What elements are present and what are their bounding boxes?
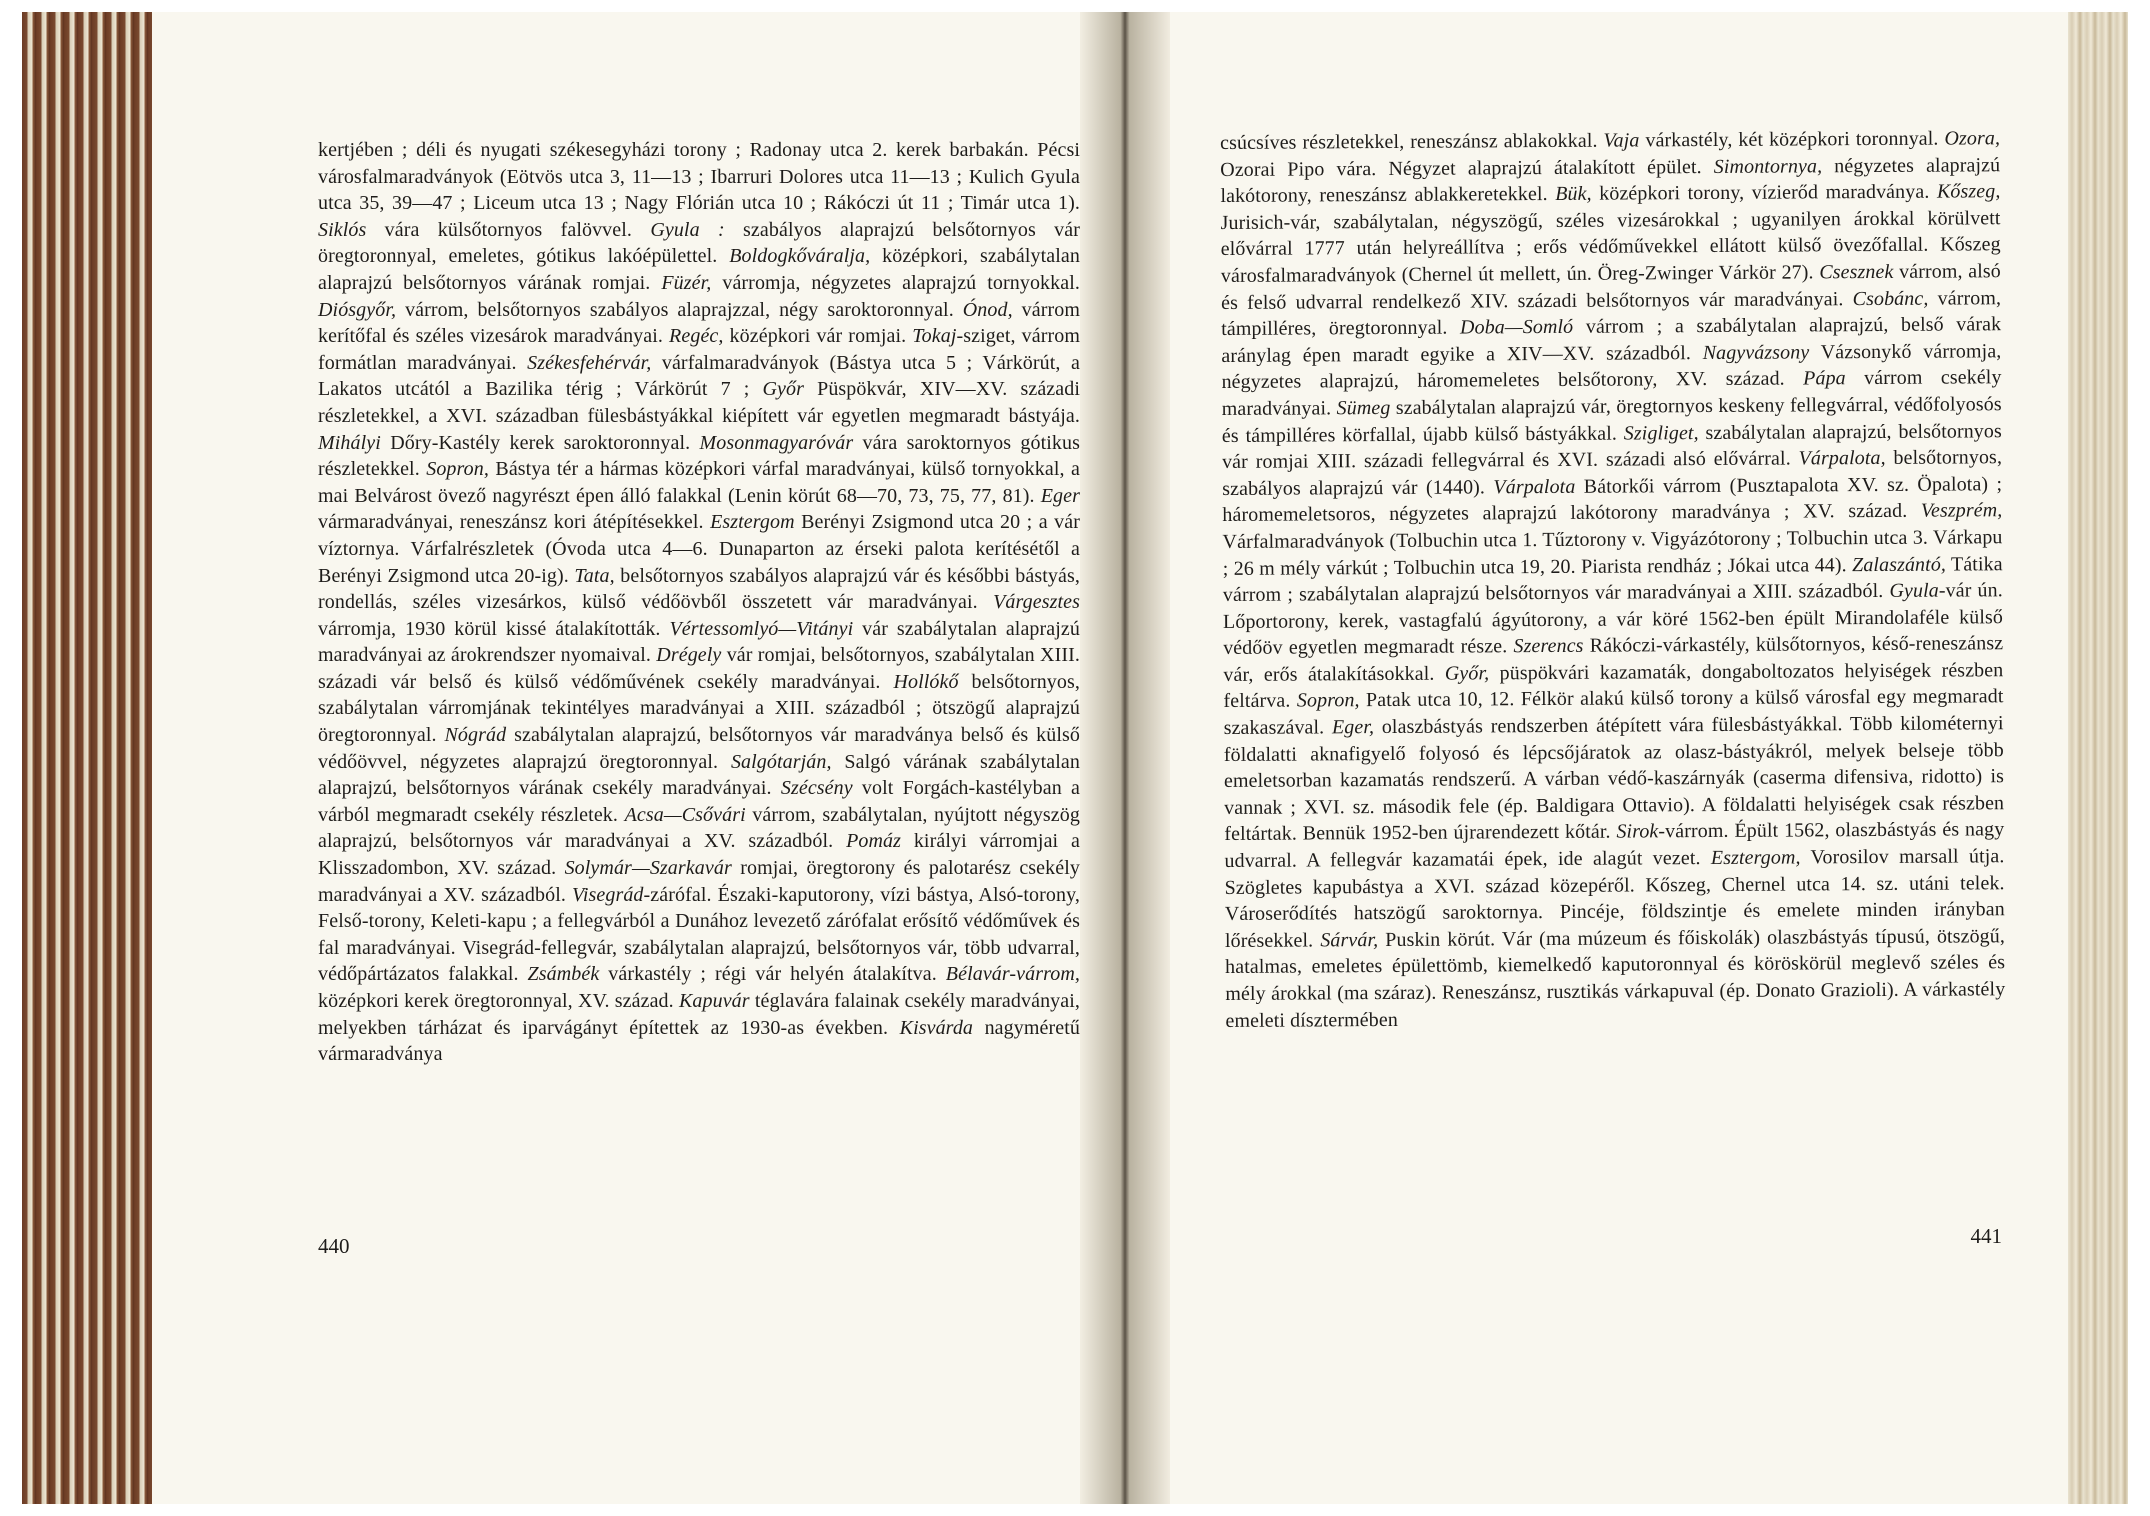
text-run: Vázsonykő várromja, négyzetes alaprajzú, háromemeletes belsőtorony, XV. század.	[1221, 339, 2002, 394]
text-run: várkastély ; régi vár helyén átalakítva.	[599, 963, 946, 986]
place-name: Regéc,	[669, 325, 724, 348]
text-run: vár romjai, belsőtornyos, szabálytalan XIII. századi vár belső és külső védőművének csekély maradványai.	[318, 644, 1080, 693]
place-name: Bük,	[1555, 182, 1592, 206]
text-run: olaszbástyás rendszerben átépített vára fülesbástyákkal. Több kilométernyi földalatti aknafigyelő folyosó és lépcsőjáratok az olasz-bástyákról, melyek belseje több emeletsorban kazamatás rendszerű. A várban védő-kaszárnyák (caserma difensiva, ridotto) is vannak ; XVI. sz. második fele (ép. Baldigara Ottavio). A földalatti helyiségek csak részben feltártak. Bennük 1952-ben újrarendezett kőtár.	[1223, 712, 2005, 846]
place-name: Kőszeg,	[1936, 180, 2001, 203]
right-page-text	[1220, 125, 2006, 1034]
text-run: szabálytalan alaprajzú vár, öregtornyos keskeny fellegvárral, védőfolyosós és támpilléres körfallal, újabb külső bástyákkal.	[1221, 393, 2002, 447]
place-name: Várpalota,	[1798, 447, 1886, 470]
text-run: várromja, négyzetes alaprajzú tornyokkal.	[711, 271, 1080, 294]
text-run: belsőtornyos szabályos alaprajzú vár és későbbi bástyás, rondellás, széles vizesárkos, külső védőövből összetett vár maradványai.	[318, 564, 1080, 614]
place-name: Kisvárda	[899, 1016, 974, 1039]
text-run: szabályos alaprajzú belsőtornyos vár öregtoronnyal, emeletes, gótikus lakóépülettel.	[318, 218, 1080, 268]
place-name: Nógrád	[444, 724, 507, 747]
book-spread	[22, 12, 2128, 1504]
place-name: Csobánc,	[1852, 287, 1929, 310]
place-name: Ozora,	[1944, 127, 2001, 150]
page-edges-left	[22, 12, 152, 1504]
place-name: Székesfehérvár,	[527, 351, 652, 374]
place-name: Győr	[762, 378, 805, 401]
place-name: Acsa—Csővári	[624, 803, 746, 826]
left-page-number: 440	[318, 1234, 350, 1258]
text-run: várrom, támpilléres, öregtoronnyal.	[1221, 286, 2002, 341]
place-name: Sopron,	[1296, 689, 1360, 713]
text-run: romjai, öregtorony és palotarész csekély maradványai a XV. századból.	[318, 857, 1080, 906]
text-run: nagyméretű vármaradványa	[318, 1016, 1080, 1066]
text-run: Bástya tér a hármas középkori várfal maradványai, külső tornyokkal, a mai Belvárost övező nagyrészt épen álló falakkal (Lenin körút 68—70, 73, 75, 77, 81).	[318, 458, 1080, 507]
text-run: Bátorkői várrom (Pusztapalota XV. sz. Öpalota) ; háromemeletsoros, négyzetes alaprajzú lakótorony maradványa ; XV. század.	[1222, 472, 2003, 527]
text-run: vár szabálytalan alaprajzú maradványai az árokrendszer nyomaival.	[318, 617, 1081, 667]
place-name: Veszprém,	[1920, 499, 2003, 523]
text-run: Patak utca 10, 12. Félkör alakú külső torony a külső városfal egy megmaradt szakaszával.	[1223, 685, 2004, 740]
place-name: Vértessomlyó—Vitányi	[669, 617, 854, 640]
text-run: várrom, alsó és felső udvarral rendelkező XIV. századi belsőtornyos vár maradványai.	[1220, 260, 2001, 314]
place-name: Vaja	[1603, 129, 1640, 152]
text-run: -zárófal. Északi-kaputorony, vízi bástya, Alsó-torony, Felső-torony, Keleti-kapu ; a fellegvárból a Dunához levezető zárófalat erősítő védőművek és fal maradványai. Visegrád-fellegvár, szabálytalan alaprajzú, belsőtornyos vár, több udvarral, védőpártázatos falakkal.	[318, 883, 1080, 986]
place-name: Mihályi	[318, 431, 381, 454]
place-name: Gyula	[1889, 579, 1939, 603]
page-edges-right	[2068, 12, 2128, 1504]
place-name: Tokaj	[912, 325, 957, 348]
text-run: várrom, belsőtornyos szabályos alaprajzzal, négy saroktoronnyal.	[396, 298, 963, 321]
text-run: -vár ún. Lőportorony, kerek, vastagfalú ágyútorony, a vár köré 1562-ben épült Mirandolaféle külső védőöv egyetlen megmaradt része.	[1222, 579, 2004, 660]
place-name: Sárvár,	[1320, 928, 1379, 952]
text-run: szabálytalan alaprajzú, belsőtornyos vár maradványa belső és külső védőövvel, négyzetes alaprajzú öregtoronnyal.	[318, 724, 1081, 773]
text-run: várrom kerítőfal és széles vizesárok maradványai.	[318, 298, 1080, 348]
text-run: Tátika várrom ; szabálytalan alaprajzú belsőtornyos vár maradványai a XIII. századból.	[1222, 552, 2003, 607]
text-run: várrom ; a szabálytalan alaprajzú, belső várak aránylag épen maradt egyike a XIV—XV. századból.	[1221, 313, 2002, 367]
place-name: Solymár—Szarkavár	[564, 857, 732, 880]
right-page-number: 441	[1970, 1224, 2002, 1248]
text-run: középkori vár romjai.	[723, 325, 913, 348]
place-name: Füzér,	[661, 271, 712, 294]
text-run: királyi várromjai a Klisszadombon, XV. század.	[318, 830, 1080, 880]
text-run: négyzetes alaprajzú lakótorony, reneszánsz ablakkeretekkel.	[1220, 153, 2001, 208]
place-name: Eger,	[1331, 716, 1375, 739]
place-name: Szigliget,	[1623, 421, 1699, 445]
place-name: Sümeg	[1336, 396, 1391, 420]
text-run: vármaradványai, reneszánsz kori átépítésekkel.	[318, 511, 711, 534]
place-name: Boldogkőváralja,	[729, 245, 871, 268]
text-run: középkori kerek öregtoronnyal, XV. század.	[318, 990, 679, 1012]
place-name: Pomáz	[846, 830, 902, 853]
place-name: Kapuvár	[678, 990, 750, 1012]
text-run: Salgó várának szabálytalan alaprajzú, belsőtornyos várának csekély maradványai.	[318, 750, 1081, 800]
text-run: Dőry-Kastély kerek saroktoronnyal.	[380, 431, 700, 454]
place-name: Drégely	[656, 644, 722, 667]
place-name: Esztergom,	[1710, 846, 1801, 870]
text-run: téglavára falainak csekély maradványai, melyekben tárházat és iparvágányt építettek az 1930-as években.	[318, 990, 1080, 1039]
text-run: várromja, 1930 körül kissé átalakították.	[318, 617, 670, 640]
text-run: szabálytalan alaprajzú, belsőtornyos vár romjai XIII. századi fellegvárral és XVI. századi alsó elővárral.	[1221, 419, 2002, 474]
place-name: Salgótarján,	[730, 750, 832, 773]
place-name: Mosonmagyaróvár	[699, 431, 854, 454]
text-run: várkastély, két középkori toronnyal.	[1639, 127, 1945, 152]
text-run: püspökvári kazamaták, dongaboltozatos helyiségek részben feltárva.	[1223, 659, 2004, 713]
place-name: Sirok	[1616, 820, 1659, 844]
text-run: vára saroktornyos gótikus részletekkel.	[318, 431, 1080, 481]
text-run: Ozorai Pipo vára. Négyzet alaprajzú átalakított épület.	[1220, 155, 1714, 181]
text-run: volt Forgách-kastélyban a várból megmaradt csekély részletek.	[318, 777, 1080, 826]
text-run: belsőtornyos, szabálytalan várromjának tekintélyes maradványai a XIII. századból ; ötszögű alaprajzú öregtoronnyal.	[318, 670, 1080, 747]
place-name: Tata,	[574, 564, 615, 587]
place-name: Nagyvázsony	[1702, 341, 1810, 364]
text-run: középkori, szabálytalan alaprajzú belsőtornyos várának romjai.	[318, 245, 1080, 294]
place-name: Visegrád	[572, 883, 644, 906]
place-name: Simontornya,	[1713, 154, 1823, 178]
text-run: Berényi Zsigmond utca 20 ; a vár víztornya. Várfalrészletek (Óvoda utca 4—6. Dunaparton az érseki palota kerítésétől a Berényi Zsigmond utca 20-ig).	[318, 511, 1080, 587]
place-name: Gyula :	[650, 218, 725, 241]
right-page	[1170, 12, 2068, 1504]
text-run: Vorosilov marsall útja. Szögletes kapubástya a XVI. század közepéről. Kőszeg, Chernel utca 14. sz. utáni telek. Városerődítés hatszögű saroktornya. Pincéje, földszintje és emelete minden irányban lőrésekkel.	[1224, 845, 2005, 952]
place-name: Csesznek	[1819, 260, 1894, 284]
place-name: Siklós	[318, 218, 367, 241]
text-run: várrom csekély maradványai.	[1221, 366, 2002, 420]
place-name: Győr,	[1444, 662, 1490, 685]
place-name: Szerencs	[1513, 635, 1584, 658]
text-run: középkori torony, vízierőd maradványa.	[1591, 180, 1937, 205]
place-name: Ónod,	[962, 298, 1013, 321]
place-name: Várgesztes	[993, 591, 1080, 614]
text-run: -várrom. Épült 1562, olaszbástyás és nagy udvarral. A fellegvár kazamatái épek, ide alagút vezet.	[1224, 818, 2005, 873]
place-name: Szécsény	[780, 777, 853, 800]
right-paragraph	[1220, 125, 2006, 1034]
text-run: Várfalmaradványok (Tolbuchin utca 1. Tűztorony v. Vigyázótorony ; Tolbuchin utca 3. Várkapu ; 26 m mély várkút ; Tolbuchin utca 19, 20. Piarista rendház ; Jókai utca 44).	[1222, 526, 2003, 580]
text-run: várfalmaradványok (Bástya utca 5 ; Várkörút, a Lakatos utcától a Bazilika térig ; Várkörút 7 ;	[318, 351, 1080, 401]
place-name: Diósgyőr,	[318, 298, 397, 321]
left-paragraph	[318, 137, 1080, 1068]
left-page	[152, 12, 1080, 1504]
text-run: -sziget, várrom formátlan maradványai.	[318, 325, 1080, 374]
text-run: Puskin körút. Vár (ma múzeum és főiskolák) olaszbástyás típusú, ötszögű, hatalmas, emeletes épülettömb, kiemelkedő kaputoronnyal és köröskörül meglevő széles és mély árokkal (ma száraz). Reneszánsz, rusztikás várkapuval (ép. Donato Grazioli). A várkastély emeleti dísztermében	[1225, 925, 2006, 1032]
place-name: Pápa	[1803, 367, 1846, 390]
place-name: Eger	[1040, 484, 1080, 507]
text-run: várrom, szabálytalan, nyújtott négyszög alaprajzú, belsőtornyos vár maradványai a XV. századból.	[318, 803, 1080, 853]
place-name: Zalaszántó,	[1852, 553, 1947, 576]
text-run: kertjében ; déli és nyugati székesegyházi torony ; Radonay utca 2. kerek barbakán. Pécsi városfalmaradványok (Eötvös utca 3, 11—13 ; Ibarruri Dolores utca 11—13 ; Kulich Gyula utca 35, 39—47 ; Liceum utca 13 ; Nagy Flórián utca 10 ; Rákóczi út 11 ; Timár utca 1).	[318, 139, 1080, 215]
text-run: vára külsőtornyos falövvel.	[366, 218, 651, 241]
place-name: Esztergom	[710, 511, 795, 534]
text-run: Rákóczi-várkastély, külsőtornyos, késő-reneszánsz vár, erős átalakításokkal.	[1223, 632, 2004, 686]
place-name: Doba—Somló	[1459, 316, 1574, 339]
text-run: Püspökvár, XIV—XV. századi részletekkel, a XVI. században fülesbástyákkal kiépített vár egyetlen megmaradt bástyája.	[318, 378, 1081, 427]
text-run: csúcsíves részletekkel, reneszánsz ablakokkal.	[1220, 129, 1604, 154]
book-gutter	[1080, 12, 1170, 1504]
place-name: Bélavár-várrom,	[945, 963, 1080, 986]
place-name: Hollókő	[893, 670, 959, 693]
place-name: Sopron,	[426, 458, 489, 481]
text-run: Jurisich-vár, szabálytalan, négyszögű, széles vizesárokkal ; ugyanilyen árokkal körülvett elővárral 1777 után helyreállítva ; erős védőművekkel ellátott külső övezőfallal. Kőszeg városfalmaradványok (Chernel út mellett, ún. Öreg-Zwinger Várkör 27).	[1220, 207, 2001, 287]
left-page-text	[318, 137, 1080, 1068]
place-name: Zsámbék	[527, 963, 600, 986]
place-name: Várpalota	[1493, 475, 1576, 499]
text-run: belsőtornyos, szabályos alaprajzú vár (1440).	[1222, 446, 2003, 500]
